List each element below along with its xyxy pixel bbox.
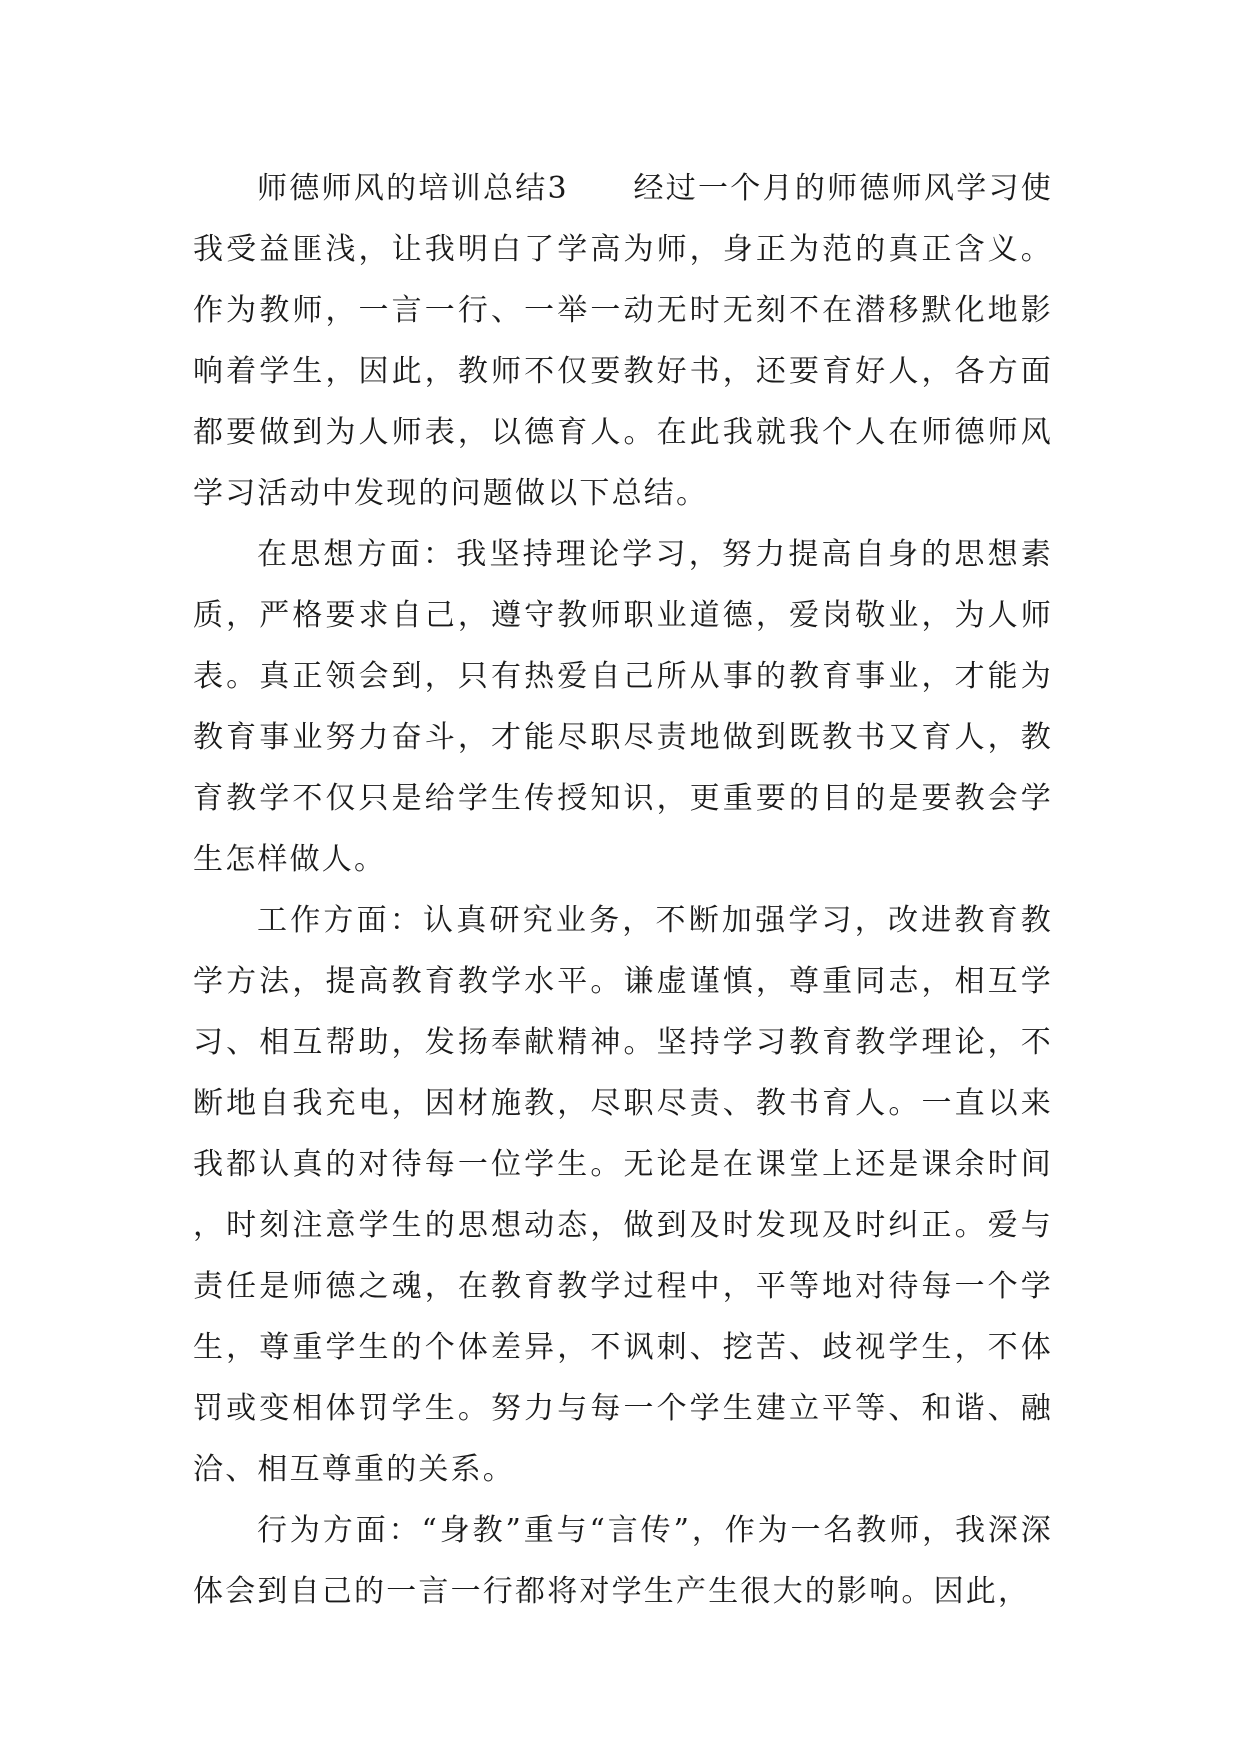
paragraph-thought: 在思想方面：我坚持理论学习，努力提高自身的思想素质，严格要求自己，遵守教师职业道德，爱岗敬业，为人师表。真正领会到，只有热爱自己所从事的教育事业，才能为教育事业努力奋斗，才能尽职尽责地做到既教书又育人，教育教学不仅只是给学生传授知识，更重要的目的是要教会学生怎样做人。 [193, 537, 1053, 877]
paragraph-work: 工作方面：认真研究业务，不断加强学习，改进教育教学方法，提高教育教学水平。谦虚谨慎，尊重同志，相互学习、相互帮助，发扬奉献精神。坚持学习教育教学理论，不断地自我充电，因材施教，尽职尽责、教书育人。一直以来我都认真的对待每一位学生。无论是在课堂上还是课余时间，时刻注意学生的思想动态，做到及时发现及时纠正。爱与责任是师德之魂，在教育教学过程中，平等地对待每一个学生，尊重学生的个体差异，不讽刺、挖苦、歧视学生，不体罚或变相体罚学生。努力与每一个学生建立平等、和谐、融洽、相互尊重的关系。 [193, 903, 1053, 1487]
paragraph-behavior: 行为方面：“身教”重与“言传”，作为一名教师，我深深体会到自己的一言一行都将对学生产生很大的影响。因此， [193, 1513, 1053, 1609]
paragraph-intro: 师德师风的培训总结3 经过一个月的师德师风学习使我受益匪浅，让我明白了学高为师，身正为范的真正含义。作为教师，一言一行、一举一动无时无刻不在潜移默化地影响着学生，因此，教师不仅要教好书，还要育好人，各方面都要做到为人师表，以德育人。在此我就我个人在师德师风学习活动中发现的问题做以下总结。 [193, 171, 1053, 511]
document-body [193, 158, 1053, 1622]
